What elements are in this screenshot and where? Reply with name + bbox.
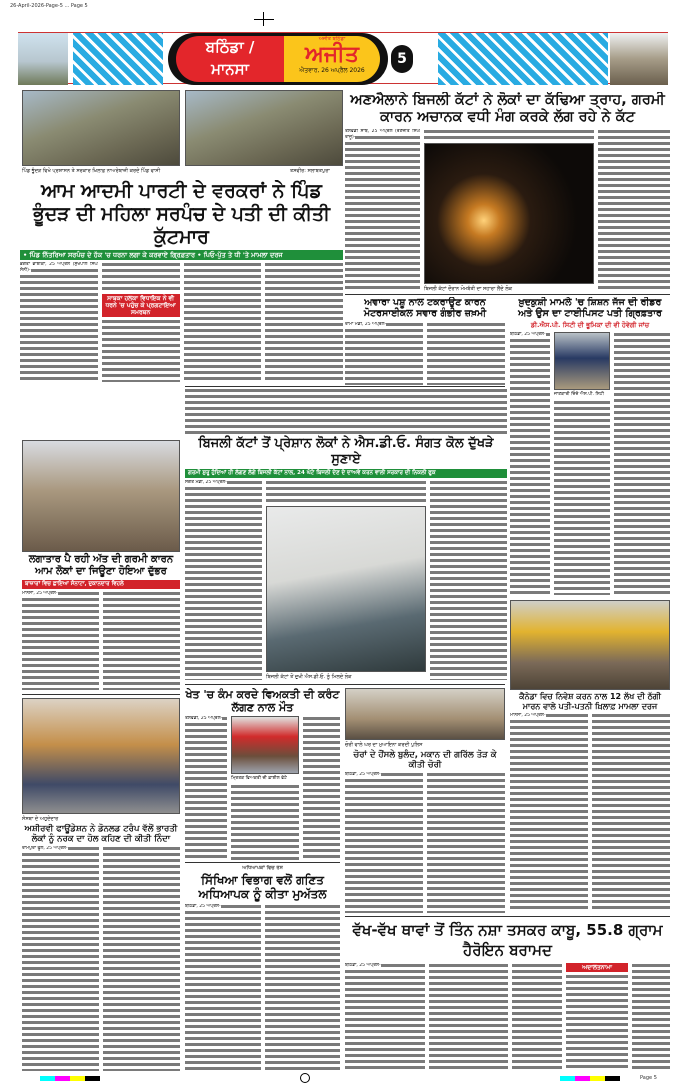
article-body: ਮਾਨਸਾ, 25 ਅਪ੍ਰੈਲ- xyxy=(510,713,588,912)
photo-caption: ਚੋਰੀ ਵਾਲੇ ਘਰ ਦਾ ਮੁਆਇਨਾ ਕਰਦੀ ਪੁਲਿਸ xyxy=(345,742,423,748)
color-bar xyxy=(560,1076,620,1081)
headline-suicide-case: ਖ਼ੁਦਕੁਸ਼ੀ ਮਾਮਲੇ 'ਚ ਸ਼ਿਸ਼ਨ ਜੱਜ ਦੀ ਰੀਡਰ ਅਤੇ ਉਸ ਦਾ ਟਾਈਪਿਸਟ ਪਤੀ ਗ੍ਰਿਫ਼ਤਾਰ xyxy=(518,297,662,320)
headline-power-cuts: ਅਣਐਲਾਨੇ ਬਿਜਲੀ ਕੱਟਾਂ ਨੇ ਲੋਕਾਂ ਦਾ ਕੱਢਿਆ ਤ੍ਰਾਹ, ਗਰਮੀ ਕਾਰਨ ਅਚਾਨਕ ਵਧੀ ਮੰਗ ਕਰਕੇ ਲੱਗ ਰਹੇ ਨੇ ਕੱਟ xyxy=(350,92,665,126)
protest-photo-1 xyxy=(22,90,180,166)
article-body xyxy=(265,262,343,382)
paper-small: ਅਜੀਤ ਬਠਿੰਡਾ xyxy=(318,36,346,42)
article-body xyxy=(566,974,628,1072)
theft-house-photo xyxy=(345,688,505,740)
police-officer-photo xyxy=(554,332,610,390)
article-body xyxy=(598,129,670,292)
pull-quote: ਸਾਬਕਾ ਹਲਕਾ ਵਿਧਾਇਕ ਨੇ ਵੀ ਧਰਨੇ 'ਚ ਪਹੁੰਚ ਕੇ ਪ੍ਰਗਟਾਇਆ ਸਮਰਥਨ xyxy=(102,294,180,317)
article-body xyxy=(427,772,505,913)
empty-market-photo xyxy=(22,440,180,552)
photo-caption: ਮ੍ਰਿਤਕ ਵਿਅਕਤੀ ਦੀ ਫ਼ਾਈਲ ਫੋਟੋ xyxy=(231,776,287,782)
divider xyxy=(185,386,505,387)
article-body: ਬਠਿੰਡਾ, 25 ਅਪ੍ਰੈਲ- xyxy=(185,904,261,1071)
article-body xyxy=(103,591,180,690)
protest-photo-2 xyxy=(185,90,343,166)
subhead-dsp: ਡੀ.ਐਸ.ਪੀ. ਸਿਟੀ ਦੀ ਭੂਮਿਕਾ ਦੀ ਵੀ ਹੋਵੇਗੀ ਜਾਂਚ xyxy=(530,320,650,329)
headline-aap-sarpanch: ਆਮ ਆਦਮੀ ਪਾਰਟੀ ਦੇ ਵਰਕਰਾਂ ਨੇ ਪਿੰਡ ਭੂੰਦੜ ਦੀ ਮਹਿਲਾ ਸਰਪੰਚ ਦੇ ਪਤੀ ਦੀ ਕੀਤੀ ਕੁੱਟਮਾਰ xyxy=(33,180,330,248)
article-body: ਬਠਿੰਡਾ, 25 ਅਪ੍ਰੈਲ- xyxy=(345,963,425,1072)
badge-court: ਅਦਾਲਤਨਾਮਾ xyxy=(566,963,628,972)
article-body xyxy=(266,480,426,504)
headline-theft: ਚੋਰਾਂ ਦੇ ਹੌਂਸਲੇ ਬੁਲੰਦ, ਮਕਾਨ ਦੀ ਗਰਿੱਲ ਤੋੜ ਕੇ ਕੀਤੀ ਚੋਰੀ xyxy=(353,750,497,771)
headline-drug-smugglers: ਵੱਖ-ਵੱਖ ਥਾਵਾਂ ਤੋਂ ਤਿੰਨ ਨਸ਼ਾ ਤਸਕਰ ਕਾਬੂ, 55.8 ਗ੍ਰਾਮ ਹੈਰੋਇਨ ਬਰਾਮਦ xyxy=(352,921,663,960)
photo-credit: ਤਸਵੀਰ: ਸਲਾਬਤਪੁਰਾ xyxy=(290,168,330,174)
kicker: ਅਧਿਆਪਕਾਂ ਵਿਚ ਰੋਸ xyxy=(242,865,283,871)
article-body: ਬਠਿੰਡਾ, 25 ਅਪ੍ਰੈਲ- xyxy=(345,772,423,913)
article-body: ਭਗਤਾ ਭਾਈਕਾ, 25 ਅਪ੍ਰੈਲ (ਸੁਖਪਾਲ ਸਿੰਘ ਸੋਨੀ)- xyxy=(20,262,98,382)
article-body xyxy=(430,480,507,680)
edition-bathinda: ਬਠਿੰਡਾ / xyxy=(205,38,255,56)
article-body xyxy=(632,963,670,1072)
article-body xyxy=(429,963,509,1072)
article-power-cuts xyxy=(345,92,670,292)
divider xyxy=(345,916,670,917)
edition-mansa: ਮਾਨਸਾ xyxy=(211,60,249,78)
print-slug: 26-April-2026-Page-5 ... Page 5 xyxy=(10,3,88,9)
color-bar xyxy=(40,1076,100,1081)
headline-heatwave: ਲਗਾਤਾਰ ਪੈ ਰਹੀ ਅੱਤ ਦੀ ਗਰਮੀ ਕਾਰਨ ਆਮ ਲੋਕਾਂ ਦਾ ਜਿਊਣਾ ਹੋਇਆ ਦੁੱਭਰ xyxy=(28,554,174,577)
article-body xyxy=(424,129,594,141)
article-body xyxy=(303,716,340,860)
article-electrocution xyxy=(185,688,340,860)
people-meeting-photo xyxy=(266,506,426,672)
footer-page: Page 5 xyxy=(640,1075,657,1081)
photo-caption: ਬਿਜਲੀ ਕੱਟਾਂ ਤੋਂ ਦੁਖੀ ਐਸ.ਡੀ.ਓ. ਨੂੰ ਮਿਲਦੇ ਲੋਕ xyxy=(266,674,352,680)
foundation-members-photo xyxy=(22,698,180,814)
article-aap-sarpanch xyxy=(20,180,343,382)
paper-title: ਅਜੀਤ xyxy=(305,42,359,67)
photo-caption: ਪਿੰਡ ਭੂੰਦੜ ਵਿਖੇ ਪ੍ਰਸ਼ਾਸਨ ਤੇ ਸਰਕਾਰ ਖ਼ਿਲਾਫ਼ ਨਾਅਰੇਬਾਜ਼ੀ ਕਰਦੇ ਪਿੰਡ ਵਾਸੀ xyxy=(22,168,161,174)
date: ਐਤਵਾਰ, 26 ਅਪ੍ਰੈਲ 2026 xyxy=(299,67,365,74)
article-body xyxy=(554,400,610,595)
subhead-sdo-sangat: ਗਰਮੀ ਸ਼ੁਰੂ ਹੁੰਦਿਆਂ ਹੀ ਲੱਗਣ ਲੱਗੇ ਬਿਜਲੀ ਕੱਟਾਂ ਨਾਲ, 24 ਘੰਟੇ ਬਿਜਲੀ ਦੇਣ ਦੇ ਦਾਅਵੇ ਕਰਨ ਵਾਲੀ ਸਰਕਾਰ ਦੀ ਨਿਕਲੀ ਫੂਕ xyxy=(185,469,507,478)
article-stray-cattle xyxy=(345,297,505,385)
photo-caption: ਬਿਜਲੀ ਕੱਟਾਂ ਦੌਰਾਨ ਮੋਮਬੱਤੀ ਦਾ ਸਹਾਰਾ ਲੈਂਦੇ ਲੋਕ xyxy=(424,286,512,292)
article-body xyxy=(184,262,262,382)
headline-sdo-sangat: ਬਿਜਲੀ ਕੱਟਾਂ ਤੋਂ ਪ੍ਰੇਸ਼ਾਨ ਲੋਕਾਂ ਨੇ ਐਸ.ਡੀ.ਓ. ਸੰਗਤ ਕੋਲ ਦੁੱਖੜੇ ਸੁਣਾਏ xyxy=(198,436,494,467)
article-body: ਤਲਵੰਡੀ ਸਾਬੋ, 25 ਅਪ੍ਰੈਲ (ਰਣਜੀਤ ਸਿੰਘ ਰਾਜੂ)- xyxy=(345,129,420,292)
article-sdo-sangat xyxy=(185,388,507,680)
divider xyxy=(345,294,670,295)
article-body: ਬਠਿੰਡਾ, 25 ਅਪ੍ਰੈਲ- xyxy=(510,332,550,595)
divider xyxy=(185,684,505,685)
candle-bulb-photo xyxy=(424,143,594,284)
masthead-logo xyxy=(168,33,388,85)
article-body xyxy=(102,262,180,292)
article-body xyxy=(265,904,341,1071)
subhead-heatwave: ਬਾਜ਼ਾਰਾਂ ਵਿਚ ਛਾਇਆ ਸੰਨਾਟਾ, ਦੁਕਾਨਦਾਰ ਵਿਹਲੇ xyxy=(22,580,180,589)
fort-image xyxy=(610,33,668,85)
decor-pattern xyxy=(438,33,608,85)
article-canada-fraud xyxy=(510,600,670,912)
deceased-photo xyxy=(231,716,299,774)
registration-mark xyxy=(254,12,274,26)
decor-pattern xyxy=(73,33,163,85)
headline-foundation: ਅਸ਼ੀਰਵੀ ਫਾਊਂਡੇਸ਼ਨ ਨੇ ਡੋਨਲਡ ਟਰੰਪ ਵੱਲੋਂ ਭਾਰਤੀ ਲੋਕਾਂ ਨੂੰ ਨਰਕ ਦਾ ਹੋਲ ਕਹਿਣ ਦੀ ਕੀਤੀ ਨਿੰਦਾ xyxy=(24,824,178,845)
photo-caption: ਸੰਸਥਾ ਦੇ ਅਹੁਦੇਦਾਰ xyxy=(22,816,59,822)
article-body xyxy=(427,322,505,385)
masthead xyxy=(18,32,668,84)
article-body: ਰਾਮਪੁਰਾ ਫੂਲ, 25 ਅਪ੍ਰੈਲ- xyxy=(22,846,99,1071)
article-heatwave xyxy=(22,440,180,690)
article-teacher-suspended xyxy=(185,865,340,1071)
article-body: ਮਾਨਸਾ, 25 ਅਪ੍ਰੈਲ- xyxy=(22,591,99,690)
article-body xyxy=(512,963,562,1072)
article-body xyxy=(592,713,670,912)
article-foundation xyxy=(22,698,180,1071)
article-body: ਰਾਮਾਂ ਮੰਡੀ, 25 ਅਪ੍ਰੈਲ- xyxy=(345,322,423,385)
footer xyxy=(0,1076,687,1082)
divider xyxy=(22,694,180,695)
power-plant-image xyxy=(18,33,68,85)
article-body: ਤਲਵੰਡੀ, 25 ਅਪ੍ਰੈਲ- xyxy=(185,716,227,860)
photo-caption: ਜਾਣਕਾਰੀ ਦਿੰਦੇ ਐਸ.ਪੀ. ਸਿਟੀ xyxy=(554,391,605,397)
police-team-photo xyxy=(510,600,670,690)
article-suicide-case xyxy=(510,297,670,595)
headline-stray-cattle: ਅਵਾਰਾ ਪਸ਼ੂ ਨਾਲ ਟਕਰਾਉਣ ਕਾਰਨ ਮੋਟਰਸਾਈਕਲ ਸਵਾਰ ਗੰਭੀਰ ਜ਼ਖ਼ਮੀ xyxy=(363,297,487,320)
registration-mark xyxy=(300,1073,310,1083)
article-body xyxy=(102,319,180,382)
article-body xyxy=(103,846,180,1071)
article-body xyxy=(614,332,670,595)
article-body xyxy=(231,784,299,860)
headline-teacher-suspended: ਸਿੱਖਿਆ ਵਿਭਾਗ ਵਲੋਂ ਗਣਿਤ ਅਧਿਆਪਕ ਨੂੰ ਕੀਤਾ ਮੁਅੱਤਲ xyxy=(198,873,327,902)
divider xyxy=(185,862,340,863)
subhead-aap-sarpanch: • ਪਿੰਡ ਨਿੱਤਰਿਆ ਸਰਪੰਚ ਦੇ ਹੱਕ 'ਚ ਧਰਨਾ ਲਗਾ ਕੇ ਕਰਵਾਏ ਗ੍ਰਿਫ਼ਤਾਰ • ਪਿਓ-ਪੁੱਤ ਤੇ ਧੀ 'ਤੇ ਮਾਮਲਾ ਦਰਜ xyxy=(20,250,343,260)
headline-canada-fraud: ਕੈਨੇਡਾ ਵਿਚ ਨਿਵੇਸ਼ ਕਰਨ ਨਾਲ 12 ਲੱਖ ਦੀ ਠੱਗੀ ਮਾਰਨ ਵਾਲੇ ਪਤੀ-ਪਤਨੀ ਖ਼ਿਲਾਫ਼ ਮਾਮਲਾ ਦਰਜ xyxy=(519,692,661,711)
article-body xyxy=(185,388,507,434)
article-theft xyxy=(345,688,505,913)
headline-electrocution: ਖੇਤ 'ਚ ਕੰਮ ਕਰਦੇ ਵਿਅਕਤੀ ਦੀ ਕਰੰਟ ਲੱਗਣ ਨਾਲ ਮੌਤ xyxy=(185,688,340,715)
page-number: 5 xyxy=(391,45,413,73)
article-body: ਸੰਗਤ ਮੰਡੀ, 25 ਅਪ੍ਰੈਲ- xyxy=(185,480,262,680)
article-drug-smugglers xyxy=(345,920,670,1071)
